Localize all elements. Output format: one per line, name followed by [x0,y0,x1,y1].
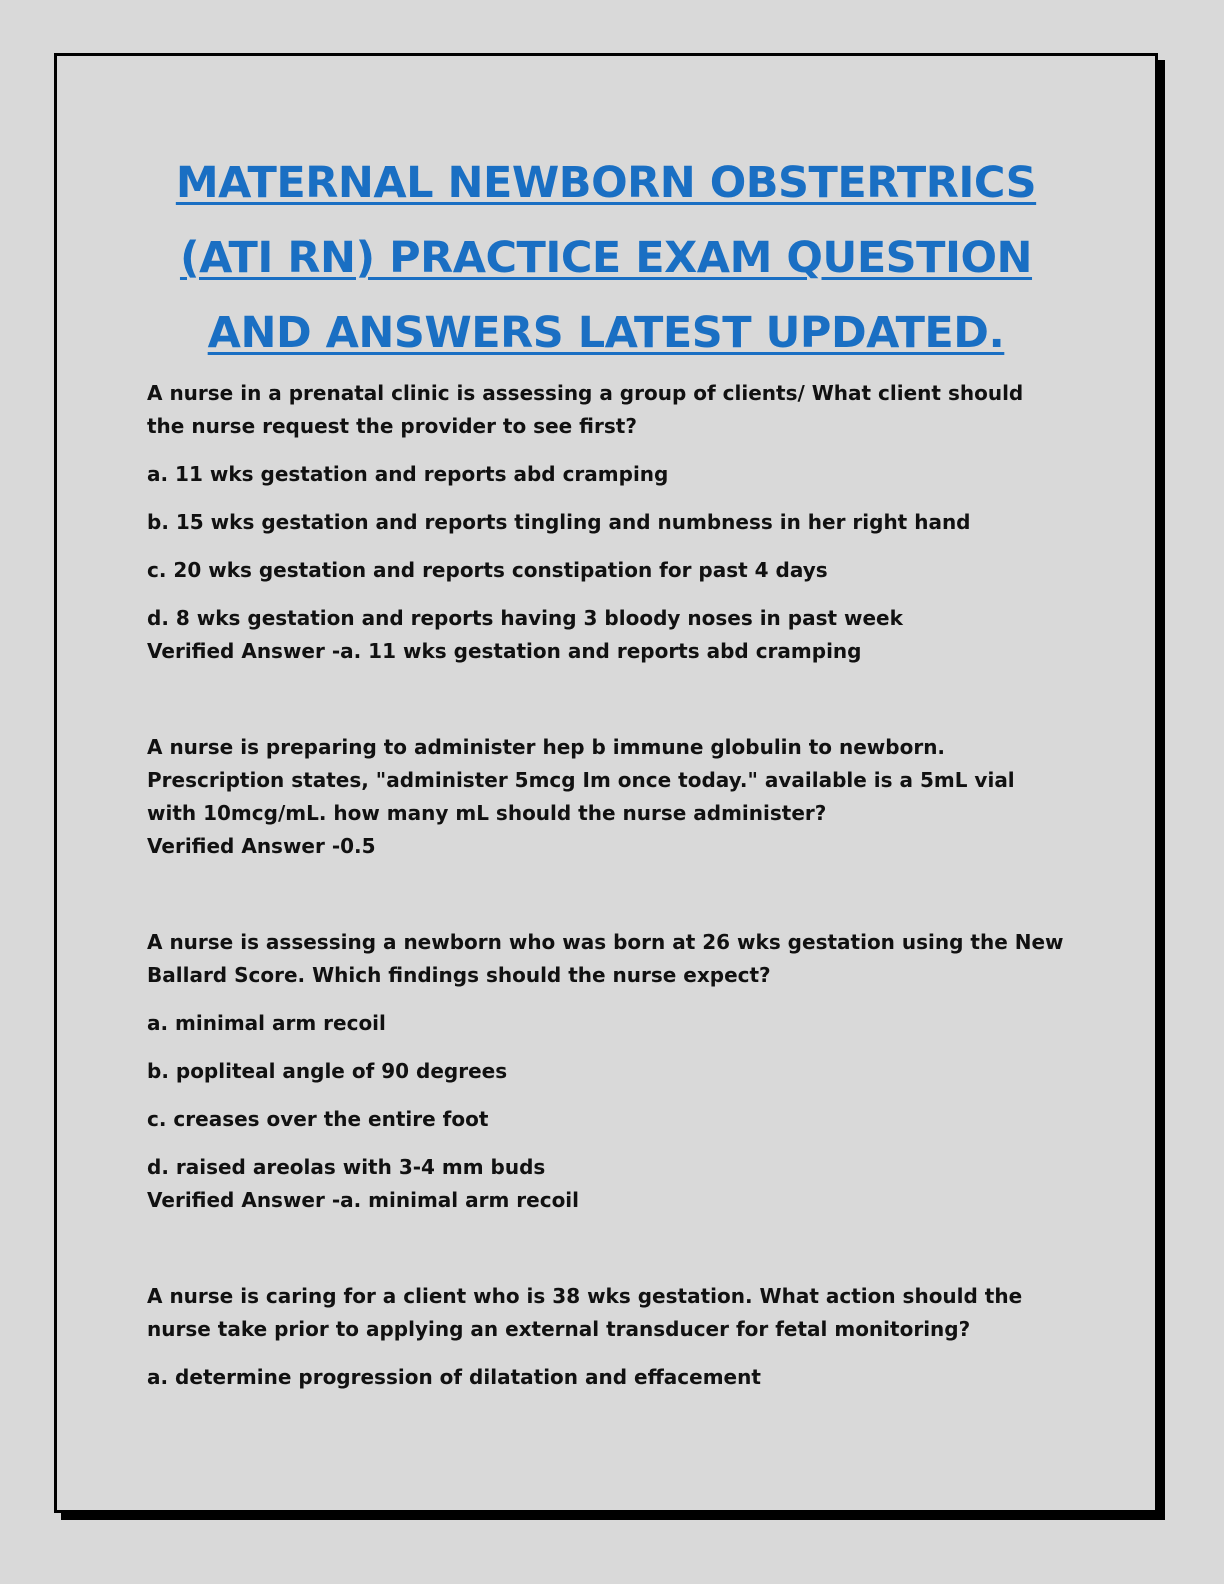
answer-option: b. popliteal angle of 90 degrees [147,1059,508,1083]
verified-answer: Verified Answer -0.5 [147,834,376,858]
question-block-4 [147,1280,1067,1394]
title-line-2: (ATI RN) PRACTICE EXAM QUESTION [179,233,1033,283]
spacer [147,863,1067,926]
document-title [57,146,1155,371]
question-block-3 [147,926,1067,1217]
title-line-3: AND ANSWERS LATEST UPDATED. [207,308,1005,358]
question-text: A nurse is assessing a newborn who was born at 26 wks gestation using the New Ballard Score. Which findings should the nurse expect? [147,930,1064,987]
verified-answer: Verified Answer -a. 11 wks gestation and reports abd cramping [147,639,862,663]
answer-option: d. raised areolas with 3-4 mm buds [147,1155,546,1179]
title-line-1: MATERNAL NEWBORN OBSTERTRICS [175,158,1037,208]
verified-answer: Verified Answer -a. minimal arm recoil [147,1188,580,1212]
answer-option: a. minimal arm recoil [147,1011,386,1035]
answer-option: c. creases over the entire foot [147,1107,489,1131]
answer-option: b. 15 wks gestation and reports tingling and numbness in her right hand [147,510,971,534]
page-frame [54,53,1158,1513]
question-block-1 [147,377,1067,668]
question-text: A nurse in a prenatal clinic is assessing a group of clients/ What client should the nurse request the provider to see first? [147,381,1024,438]
answer-option: c. 20 wks gestation and reports constipation for past 4 days [147,558,828,582]
question-block-2 [147,731,1067,863]
spacer [147,668,1067,731]
answer-option: d. 8 wks gestation and reports having 3 bloody noses in past week [147,606,903,630]
question-text: A nurse is caring for a client who is 38 wks gestation. What action should the nurse take prior to applying an external transducer for fetal monitoring? [147,1284,1023,1341]
question-text: A nurse is preparing to administer hep b immune globulin to newborn. Prescription states, "administer 5mcg Im once today." available is a 5mL vial with 10mcg/mL. how many mL should the nurse administer? [147,735,1015,825]
answer-option: a. determine progression of dilatation and effacement [147,1365,761,1389]
spacer [147,1217,1067,1280]
answer-option: a. 11 wks gestation and reports abd cramping [147,462,669,486]
questions-body [147,377,1067,1394]
